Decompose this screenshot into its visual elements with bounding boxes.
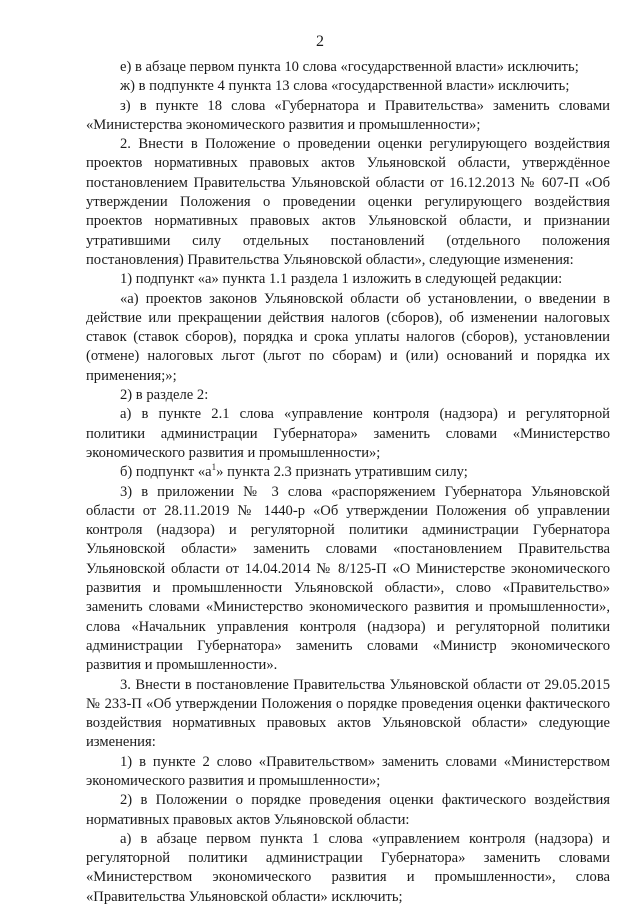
- paragraph: е) в абзаце первом пункта 10 слова «государственной власти» исключить;: [120, 59, 579, 75]
- paragraph: 3) в приложении № 3 слова «распоряжением Губернатора Ульяновской области от 28.11.2019 № 1440-р «Об утверждении Положения об управлении контроля (надзора) и регуляторной политики администрации Губернатора Ульяновской области» заменить словами «постановлением Правительства Ульяновской области от 14.04.2014 № 8/125-П «О Министерстве экономического развития и промышленности Ульяновской области», слово «Правительство» заменить словами «Министерство экономического развития и промышленности», слова «Начальник управления контроля (надзора) и регуляторной политики администрации Губернатора» заменить словами «Министр экономического развития и промышленности».: [86, 483, 610, 674]
- paragraph: 1) в пункте 2 слово «Правительством» заменить словами «Министерством экономического развития и промышленности»;: [86, 753, 610, 789]
- document-body: [86, 58, 610, 907]
- paragraph: ж) в подпункте 4 пункта 13 слова «государственной власти» исключить;: [120, 78, 570, 95]
- paragraph-text: » пункта 2.3 признать утратившим силу;: [216, 464, 468, 481]
- paragraph: з) в пункте 18 слова «Губернатора и Правительства» заменить словами «Министерства экономического развития и промышленности»;: [86, 97, 610, 133]
- paragraph: а) в абзаце первом пункта 1 слова «управлением контроля (надзора) и регуляторной политики администрации Губернатора» заменить словами «Министерством экономического развития и промышленности», слова «Правительства Ульяновской области» исключить;: [86, 830, 610, 905]
- superscript: 1: [211, 462, 217, 473]
- paragraph-with-superscript: [86, 463, 610, 482]
- paragraph: 1) подпункт «а» пункта 1.1 раздела 1 изложить в следующей редакции:: [120, 271, 563, 288]
- paragraph: 2) в разделе 2:: [120, 387, 209, 404]
- paragraph: «а) проектов законов Ульяновской области об установлении, о введении в действие или прекращении действия налогов (сборов), об изменении налоговых ставок (ставок сборов), порядка и срока уплаты налогов (сборов), установлении (отмене) налоговых льгот (льгот по сборам) и (или) оснований и порядка их применения;»;: [86, 290, 610, 384]
- paragraph: 2. Внести в Положение о проведении оценки регулирующего воздействия проектов нормативных правовых актов Ульяновской области, утверждённое постановлением Правительства Ульяновской области от 16.12.2013 № 607-П «Об утверждении Положения о проведении оценки регулирующего воздействия проектов нормативных правовых актов Ульяновской области, и признании утратившими силу отдельных постановлений (отдельного положения постановления) Правительства Ульяновской области», следующие изменения:: [86, 136, 610, 268]
- paragraph: а) в пункте 2.1 слова «управление контроля (надзора) и регуляторной политики администрации Губернатора» заменить словами «Министерство экономического развития и промышленности»;: [86, 406, 610, 461]
- page-number: 2: [316, 33, 324, 50]
- paragraph: 2) в Положении о порядке проведения оценки фактического воздействия нормативных правовых актов Ульяновской области:: [86, 792, 610, 828]
- paragraph: 3. Внести в постановление Правительства Ульяновской области от 29.05.2015 № 233-П «Об утверждении Положения о порядке проведения оценки фактического воздействия нормативных правовых актов Ульяновской области» следующие изменения:: [86, 676, 610, 751]
- paragraph-text: б) подпункт «а: [120, 464, 212, 481]
